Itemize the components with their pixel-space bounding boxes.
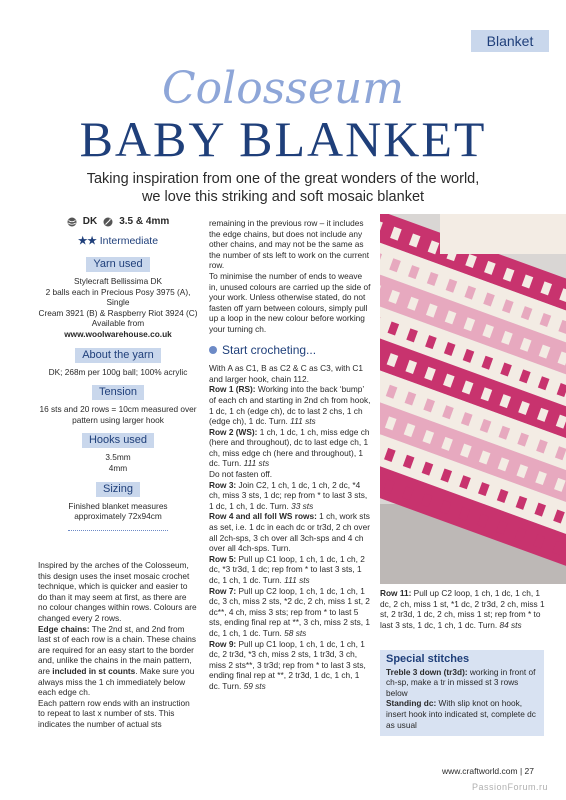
pattern-row-label: Row 1 (RS): [209, 384, 256, 395]
pattern-row-count: 111 sts [243, 458, 270, 469]
edge-chains-emphasis: included in st counts [52, 665, 136, 676]
hook-line-1: 3.5mm [105, 452, 131, 463]
pattern-row-label: Row 9: [209, 638, 237, 649]
pattern-row [209, 384, 371, 426]
pattern-row-label: Row 3: [209, 479, 237, 490]
pattern-row-text: Join C2, 1 ch, 1 dc, 1 ch, 2 dc, *4 ch, miss 3 sts, 1 dc; rep from * to last 3 sts, 1 dc, 1 ch, 1 dc. Turn. [209, 479, 368, 511]
watermark: PassionForum.ru [472, 782, 549, 792]
page-number: 27 [524, 766, 535, 776]
pattern-row-label: Row 2 (WS): [209, 426, 258, 437]
pattern-row-label: Row 7: [209, 585, 237, 596]
pattern-row-label: Row 4 and all foll WS rows: [209, 511, 317, 522]
pattern-row-text: Do not fasten off. [209, 469, 273, 480]
pattern-info-column [38, 214, 198, 531]
pattern-row [209, 586, 371, 639]
pattern-row [209, 469, 371, 480]
tension-heading: Tension [92, 385, 144, 400]
yarn-used-heading: Yarn used [86, 257, 149, 272]
hook-icon [103, 214, 113, 230]
middle-column [209, 218, 371, 692]
row-11-label: Row 11: [380, 588, 412, 598]
about-yarn-heading: About the yarn [75, 348, 161, 363]
supplier-link[interactable]: www.woolwarehouse.co.uk [64, 328, 172, 339]
special-stitches-heading: Special stitches [386, 653, 470, 665]
row-11-count: 84 sts [499, 619, 522, 630]
special-item-1 [386, 667, 538, 699]
pattern-row-count: 59 sts [243, 680, 266, 691]
pattern-row-text: Pull up C1 loop, 1 ch, 1 dc, 1 ch, 2 dc, *3 tr3d, 1 dc; rep from * to last 3 sts, 1 dc, 1 ch, 1 dc. Turn. [209, 553, 365, 585]
sizing-heading: Sizing [96, 482, 140, 497]
pattern-row [209, 554, 371, 586]
repeat-paragraph: Each pattern row ends with an instruction to repeat to last x number of sts. This indicates the number of actual sts [38, 697, 190, 729]
footer-separator: | [519, 766, 523, 776]
sizing-line-2: approximately 72x94cm [74, 511, 162, 522]
row-11-body: Pull up C2 loop, 1 ch, 1 dc, 1 ch, 1 dc, 2 ch, miss 1 st, *1 dc, 2 tr3d, 2 ch, miss 1 st, 2 tr3d, 1 dc, 2 ch, miss 1 st; rep from * to last 3 sts, 1 dc, 1 ch, 1 dc. Turn. [380, 588, 545, 630]
dotted-divider [68, 530, 168, 531]
hook-size: 3.5 & 4mm [119, 216, 170, 227]
title-line-2: BABY BLANKET [79, 111, 487, 167]
pattern-row-text: Pull up C1 loop, 1 ch, 1 dc, 1 ch, 1 dc, 2 tr3d, *3 ch, miss 2 sts, 1 tr3d, 3 ch, miss 2 sts**, 3 tr3d; rep from * to last 3 sts, ending final rep at **, 2 tr3d, 1 dc, 1 ch, 1 dc. Turn. [209, 638, 366, 691]
yarn-line-1: Stylecraft Bellissima DK [73, 276, 163, 286]
skill-label: Intermediate [99, 235, 159, 247]
intro-paragraph: Inspired by the arches of the Colosseum, this design uses the inset mosaic crochet technique, which is quicker and easier to do than it may seem at first, as there are no colour changes within rows. Colours are changed every 2 rows. [38, 560, 197, 623]
blanket-upper-fold [440, 214, 566, 254]
special-item-1-label: Treble 3 down (tr3d): [386, 666, 468, 677]
pattern-rows [209, 384, 371, 691]
hook-line-2: 4mm [108, 462, 128, 473]
special-item-2 [386, 698, 538, 730]
pattern-row [209, 511, 371, 553]
hooks-heading: Hooks used [82, 433, 154, 448]
pattern-row [209, 480, 371, 512]
pattern-row-count: 33 sts [291, 500, 314, 511]
yarn-weight: DK [82, 216, 98, 227]
edge-chains-tail: . Make sure you always miss the 1 ch immediately below each edge ch. [38, 665, 195, 698]
pattern-row-text: 1 ch, work sts as set, i.e. 1 dc in each dc or tr3d, 2 ch over all 2ch-sps, 3 ch over all 3ch-sps and 4 ch over all 4ch-sps. Turn. [209, 511, 370, 554]
title-line-1: Colosseum [162, 63, 404, 114]
pattern-row [209, 427, 371, 469]
special-item-1-text: working in front of ch-sp, make a tr in missed st 3 rows below [386, 666, 536, 698]
start-heading [209, 342, 371, 357]
edge-chains-text: The 2nd st, and 2nd from last st of each row is a chain. These chains are required for an easy start to the border and, unlike the chains in the main pattern, are [38, 623, 197, 676]
tension-line-1: 16 sts and 20 rows = 10cm measured over [39, 404, 197, 415]
special-item-2-label: Standing dc: [386, 698, 437, 709]
edge-chains-paragraph [38, 624, 198, 698]
pattern-row-text: Working into the back ‘bump’ of each ch and starting in 2nd ch from hook, 1 dc, 1 ch (edge ch), dc to last 2 chs, 1 ch (edge ch), 1 dc. Turn. [209, 384, 371, 427]
pattern-row-text: Pull up C2 loop, 1 ch, 1 dc, 1 ch, 1 dc, 3 ch, miss 2 sts, *2 dc, 2 ch, miss 1 st, 2 dc**, 4 ch, miss 3 sts; rep from * to last 5 sts, ending final rep at **, 3 ch, miss 2 sts, 1 dc, 1 ch, 1 dc. Turn. [209, 585, 370, 638]
edge-chains-label: Edge chains: [38, 623, 90, 634]
pattern-row-count: 111 sts [284, 575, 310, 585]
footer-site[interactable]: www.craftworld.com [442, 766, 518, 776]
pattern-row [209, 639, 371, 692]
pattern-row-count: 111 sts [290, 416, 316, 427]
yarn-line-2: 2 balls each in Precious Posy 3975 (A), Single [45, 286, 191, 308]
pattern-row-text: 1 ch, 1 dc, 1 ch, miss edge ch (here and throughout), dc to last edge ch, 1 ch, miss edge ch (here and throughout), 1 dc. Turn. [209, 426, 370, 469]
sizing-line-1: Finished blanket measures [68, 500, 168, 511]
category-tag: Blanket [471, 30, 549, 52]
pattern-row-label: Row 5: [209, 553, 237, 564]
yarn-line-4: Available from [91, 318, 145, 329]
about-yarn-text: DK; 268m per 100g ball; 100% acrylic [48, 366, 188, 377]
start-intro: With A as C1, B as C2 & C as C3, with C1 and larger hook, chain 112. [209, 363, 364, 384]
pattern-row-count: 58 sts [284, 627, 307, 638]
mid-paragraph-1: remaining in the previous row – it includes the edge chains, but does not include any other chains, and may not be the same as the number of sts left to work on the current row. [209, 218, 370, 271]
left-body-text [38, 560, 198, 730]
tension-line-2: pattern using larger hook [72, 414, 164, 425]
skill-stars: ★★ [77, 235, 97, 247]
bullet-dot-icon [209, 346, 217, 354]
yarn-line-3: Cream 3921 (B) & Raspberry Riot 3924 (C) [38, 307, 198, 318]
mid-paragraph-2: To minimise the number of ends to weave in, unused colours are carried up the side of your work. Unless otherwise stated, do not fasten off yarn between colours, simply pull up a loop in the new colour before working your turning ch. [209, 270, 371, 334]
page-footer [442, 766, 534, 776]
special-stitches-box [380, 650, 544, 736]
special-item-2-text: With slip knot on hook, insert hook into indicated st, complete dc as usual [386, 698, 536, 730]
intro-text: Taking inspiration from one of the great wonders of the world, we love this striking and soft mosaic blanket [86, 171, 480, 205]
yarn-ball-icon [67, 214, 77, 230]
specs-row [38, 214, 198, 230]
start-heading-text: Start crocheting... [222, 342, 317, 357]
skill-level [38, 233, 198, 249]
blanket-photo [380, 214, 566, 584]
row-11-text [380, 588, 550, 630]
